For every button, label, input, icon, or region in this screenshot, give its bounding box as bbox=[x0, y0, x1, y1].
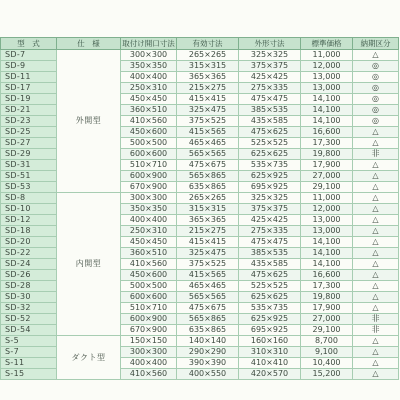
cell-effective-size: 290×290 bbox=[177, 347, 239, 358]
cell-price: 27,000 bbox=[301, 171, 353, 182]
cell-effective-size: 375×525 bbox=[177, 116, 239, 127]
cell-price: 27,000 bbox=[301, 314, 353, 325]
cell-price: 16,600 bbox=[301, 270, 353, 281]
cell-opening-size: 400×400 bbox=[121, 358, 177, 369]
product-spec-table bbox=[0, 37, 399, 380]
cell-model: S-15 bbox=[1, 369, 57, 380]
cell-opening-size: 300×300 bbox=[121, 193, 177, 204]
cell-outer-size: 425×425 bbox=[239, 215, 301, 226]
cell-opening-size: 410×560 bbox=[121, 259, 177, 270]
cell-delivery: ◎ bbox=[353, 105, 399, 116]
cell-opening-size: 350×350 bbox=[121, 204, 177, 215]
cell-opening-size: 500×500 bbox=[121, 138, 177, 149]
cell-model: SD-27 bbox=[1, 138, 57, 149]
cell-effective-size: 465×465 bbox=[177, 138, 239, 149]
cell-effective-size: 475×675 bbox=[177, 160, 239, 171]
cell-effective-size: 315×315 bbox=[177, 204, 239, 215]
cell-delivery: ◎ bbox=[353, 94, 399, 105]
cell-effective-size: 565×865 bbox=[177, 314, 239, 325]
cell-price: 29,100 bbox=[301, 325, 353, 336]
cell-delivery: ◎ bbox=[353, 83, 399, 94]
cell-price: 16,600 bbox=[301, 127, 353, 138]
cell-price: 17,900 bbox=[301, 303, 353, 314]
cell-effective-size: 635×865 bbox=[177, 325, 239, 336]
table-row bbox=[1, 193, 399, 204]
cell-opening-size: 450×600 bbox=[121, 127, 177, 138]
cell-model: SD-10 bbox=[1, 204, 57, 215]
header-opening-size: 取付け開口寸法 bbox=[122, 38, 175, 48]
cell-opening-size: 500×500 bbox=[121, 281, 177, 292]
cell-delivery: △ bbox=[353, 171, 399, 182]
cell-effective-size: 565×565 bbox=[177, 149, 239, 160]
cell-price: 11,000 bbox=[301, 50, 353, 61]
cell-effective-size: 635×865 bbox=[177, 182, 239, 193]
cell-model: S-7 bbox=[1, 347, 57, 358]
cell-effective-size: 365×365 bbox=[177, 215, 239, 226]
cell-model: SD-28 bbox=[1, 281, 57, 292]
cell-spec: 外開型 bbox=[57, 50, 121, 193]
cell-opening-size: 600×600 bbox=[121, 292, 177, 303]
cell-price: 12,000 bbox=[301, 204, 353, 215]
cell-model: SD-51 bbox=[1, 171, 57, 182]
cell-outer-size: 475×475 bbox=[239, 94, 301, 105]
cell-effective-size: 375×525 bbox=[177, 259, 239, 270]
cell-delivery: △ bbox=[353, 358, 399, 369]
cell-delivery: △ bbox=[353, 259, 399, 270]
cell-opening-size: 150×150 bbox=[121, 336, 177, 347]
cell-delivery: △ bbox=[353, 303, 399, 314]
cell-model: SD-32 bbox=[1, 303, 57, 314]
cell-opening-size: 300×300 bbox=[121, 50, 177, 61]
cell-delivery: △ bbox=[353, 193, 399, 204]
cell-delivery: 非 bbox=[353, 314, 399, 325]
cell-outer-size: 275×335 bbox=[239, 83, 301, 94]
cell-opening-size: 360×510 bbox=[121, 105, 177, 116]
cell-opening-size: 350×350 bbox=[121, 61, 177, 72]
cell-outer-size: 535×735 bbox=[239, 160, 301, 171]
cell-effective-size: 315×315 bbox=[177, 61, 239, 72]
cell-model: SD-18 bbox=[1, 226, 57, 237]
table-header bbox=[1, 38, 399, 50]
cell-price: 14,100 bbox=[301, 116, 353, 127]
cell-effective-size: 415×565 bbox=[177, 127, 239, 138]
cell-opening-size: 450×600 bbox=[121, 270, 177, 281]
cell-effective-size: 565×565 bbox=[177, 292, 239, 303]
cell-price: 14,100 bbox=[301, 248, 353, 259]
cell-price: 13,000 bbox=[301, 72, 353, 83]
cell-delivery: △ bbox=[353, 182, 399, 193]
cell-price: 15,200 bbox=[301, 369, 353, 380]
cell-opening-size: 670×900 bbox=[121, 182, 177, 193]
cell-opening-size: 600×600 bbox=[121, 149, 177, 160]
cell-outer-size: 475×475 bbox=[239, 237, 301, 248]
cell-outer-size: 695×925 bbox=[239, 182, 301, 193]
header-outer-size: 外形寸法 bbox=[239, 38, 301, 50]
cell-model: SD-21 bbox=[1, 105, 57, 116]
cell-outer-size: 385×535 bbox=[239, 105, 301, 116]
cell-outer-size: 435×585 bbox=[239, 116, 301, 127]
cell-price: 29,100 bbox=[301, 182, 353, 193]
cell-effective-size: 390×390 bbox=[177, 358, 239, 369]
cell-effective-size: 140×140 bbox=[177, 336, 239, 347]
cell-outer-size: 420×570 bbox=[239, 369, 301, 380]
cell-outer-size: 475×625 bbox=[239, 127, 301, 138]
header-model: 型 式 bbox=[1, 38, 57, 50]
cell-model: SD-25 bbox=[1, 127, 57, 138]
cell-outer-size: 625×625 bbox=[239, 292, 301, 303]
cell-outer-size: 435×585 bbox=[239, 259, 301, 270]
cell-opening-size: 410×560 bbox=[121, 369, 177, 380]
cell-price: 13,000 bbox=[301, 215, 353, 226]
cell-opening-size: 250×310 bbox=[121, 83, 177, 94]
cell-model: SD-29 bbox=[1, 149, 57, 160]
cell-outer-size: 625×925 bbox=[239, 171, 301, 182]
cell-outer-size: 625×925 bbox=[239, 314, 301, 325]
cell-model: SD-12 bbox=[1, 215, 57, 226]
cell-delivery: △ bbox=[353, 160, 399, 171]
cell-model: SD-22 bbox=[1, 248, 57, 259]
cell-effective-size: 325×475 bbox=[177, 248, 239, 259]
cell-price: 8,700 bbox=[301, 336, 353, 347]
cell-price: 13,000 bbox=[301, 226, 353, 237]
cell-model: SD-9 bbox=[1, 61, 57, 72]
cell-outer-size: 475×625 bbox=[239, 270, 301, 281]
cell-effective-size: 465×465 bbox=[177, 281, 239, 292]
cell-opening-size: 250×310 bbox=[121, 226, 177, 237]
cell-delivery: ◎ bbox=[353, 116, 399, 127]
cell-model: SD-53 bbox=[1, 182, 57, 193]
header-effective-size: 有効寸法 bbox=[177, 38, 239, 50]
cell-effective-size: 215×275 bbox=[177, 83, 239, 94]
cell-effective-size: 415×415 bbox=[177, 237, 239, 248]
cell-model: SD-23 bbox=[1, 116, 57, 127]
cell-outer-size: 385×535 bbox=[239, 248, 301, 259]
cell-spec: 内開型 bbox=[57, 193, 121, 336]
cell-opening-size: 300×300 bbox=[121, 347, 177, 358]
cell-opening-size: 410×560 bbox=[121, 116, 177, 127]
cell-price: 9,100 bbox=[301, 347, 353, 358]
cell-delivery: △ bbox=[353, 204, 399, 215]
cell-effective-size: 265×265 bbox=[177, 193, 239, 204]
cell-model: S-11 bbox=[1, 358, 57, 369]
cell-opening-size: 400×400 bbox=[121, 215, 177, 226]
cell-opening-size: 510×710 bbox=[121, 160, 177, 171]
cell-price: 13,000 bbox=[301, 83, 353, 94]
cell-outer-size: 425×425 bbox=[239, 72, 301, 83]
cell-outer-size: 525×525 bbox=[239, 281, 301, 292]
cell-delivery: △ bbox=[353, 347, 399, 358]
cell-delivery: △ bbox=[353, 138, 399, 149]
cell-opening-size: 450×450 bbox=[121, 237, 177, 248]
cell-model: SD-11 bbox=[1, 72, 57, 83]
cell-effective-size: 565×865 bbox=[177, 171, 239, 182]
cell-price: 14,100 bbox=[301, 94, 353, 105]
cell-opening-size: 400×400 bbox=[121, 72, 177, 83]
table-body bbox=[1, 50, 399, 380]
cell-effective-size: 215×275 bbox=[177, 226, 239, 237]
cell-price: 14,100 bbox=[301, 237, 353, 248]
cell-delivery: ◎ bbox=[353, 61, 399, 72]
cell-effective-size: 415×415 bbox=[177, 94, 239, 105]
cell-delivery: △ bbox=[353, 237, 399, 248]
cell-delivery: △ bbox=[353, 127, 399, 138]
cell-delivery: △ bbox=[353, 369, 399, 380]
cell-delivery: ◎ bbox=[353, 72, 399, 83]
cell-price: 10,400 bbox=[301, 358, 353, 369]
cell-outer-size: 535×735 bbox=[239, 303, 301, 314]
cell-delivery: 非 bbox=[353, 325, 399, 336]
cell-model: SD-54 bbox=[1, 325, 57, 336]
header-spec: 仕 様 bbox=[57, 38, 121, 50]
cell-effective-size: 415×565 bbox=[177, 270, 239, 281]
cell-delivery: △ bbox=[353, 270, 399, 281]
cell-outer-size: 325×325 bbox=[239, 50, 301, 61]
cell-opening-size: 510×710 bbox=[121, 303, 177, 314]
table-row bbox=[1, 50, 399, 61]
cell-delivery: △ bbox=[353, 336, 399, 347]
cell-effective-size: 400×550 bbox=[177, 369, 239, 380]
cell-delivery: △ bbox=[353, 226, 399, 237]
cell-model: S-5 bbox=[1, 336, 57, 347]
cell-price: 14,100 bbox=[301, 259, 353, 270]
cell-effective-size: 265×265 bbox=[177, 50, 239, 61]
cell-effective-size: 325×475 bbox=[177, 105, 239, 116]
cell-price: 19,800 bbox=[301, 149, 353, 160]
cell-model: SD-31 bbox=[1, 160, 57, 171]
cell-outer-size: 375×375 bbox=[239, 204, 301, 215]
cell-outer-size: 160×160 bbox=[239, 336, 301, 347]
cell-price: 17,300 bbox=[301, 138, 353, 149]
cell-delivery: △ bbox=[353, 215, 399, 226]
cell-model: SD-20 bbox=[1, 237, 57, 248]
cell-delivery: △ bbox=[353, 248, 399, 259]
cell-outer-size: 325×325 bbox=[239, 193, 301, 204]
cell-opening-size: 600×900 bbox=[121, 314, 177, 325]
cell-price: 17,900 bbox=[301, 160, 353, 171]
cell-opening-size: 670×900 bbox=[121, 325, 177, 336]
cell-opening-size: 360×510 bbox=[121, 248, 177, 259]
cell-model: SD-52 bbox=[1, 314, 57, 325]
cell-outer-size: 275×335 bbox=[239, 226, 301, 237]
cell-delivery: △ bbox=[353, 292, 399, 303]
cell-outer-size: 525×525 bbox=[239, 138, 301, 149]
cell-model: SD-30 bbox=[1, 292, 57, 303]
cell-price: 19,800 bbox=[301, 292, 353, 303]
cell-opening-size: 450×450 bbox=[121, 94, 177, 105]
cell-price: 14,100 bbox=[301, 105, 353, 116]
header-row bbox=[1, 38, 399, 50]
cell-outer-size: 310×310 bbox=[239, 347, 301, 358]
cell-outer-size: 695×925 bbox=[239, 325, 301, 336]
cell-model: SD-26 bbox=[1, 270, 57, 281]
cell-model: SD-19 bbox=[1, 94, 57, 105]
cell-opening-size: 600×900 bbox=[121, 171, 177, 182]
cell-outer-size: 625×625 bbox=[239, 149, 301, 160]
cell-outer-size: 375×375 bbox=[239, 61, 301, 72]
cell-delivery: △ bbox=[353, 281, 399, 292]
header-delivery: 納期区分 bbox=[353, 38, 399, 50]
cell-model: SD-17 bbox=[1, 83, 57, 94]
cell-price: 17,300 bbox=[301, 281, 353, 292]
cell-effective-size: 365×365 bbox=[177, 72, 239, 83]
cell-price: 11,000 bbox=[301, 193, 353, 204]
cell-price: 12,000 bbox=[301, 61, 353, 72]
cell-effective-size: 475×675 bbox=[177, 303, 239, 314]
table-row bbox=[1, 336, 399, 347]
cell-model: SD-24 bbox=[1, 259, 57, 270]
cell-model: SD-7 bbox=[1, 50, 57, 61]
cell-delivery: 非 bbox=[353, 149, 399, 160]
cell-model: SD-8 bbox=[1, 193, 57, 204]
cell-spec: ダクト型 bbox=[57, 336, 121, 380]
cell-outer-size: 410×410 bbox=[239, 358, 301, 369]
header-price: 標準価格 bbox=[301, 38, 353, 50]
cell-delivery: △ bbox=[353, 50, 399, 61]
